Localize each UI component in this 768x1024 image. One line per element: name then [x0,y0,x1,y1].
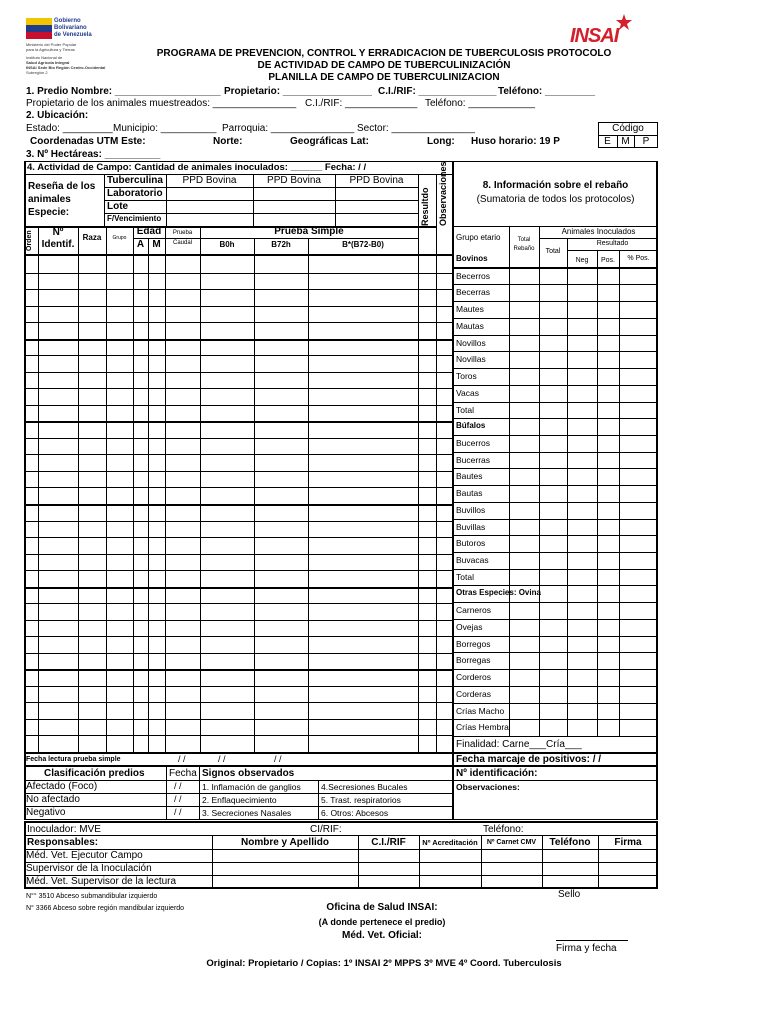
table-row-divider [24,438,453,439]
signo-3[interactable]: 3. Secreciones Nasales [202,808,292,818]
lote-label: Lote [107,201,129,212]
med-vet-oficial-label[interactable]: Méd. Vet. Oficial: [341,930,423,941]
herd-row-divider [453,585,658,586]
raza-header: Raza [82,233,102,242]
neg-header: Neg [575,257,589,264]
ppd-bovina-2: PPD Bovina [267,175,321,186]
animales-inoculados-header: Animales Inoculados [561,227,636,236]
herd-row-divider [453,636,658,637]
table-row-divider [24,653,453,654]
herd-row-divider [453,569,658,570]
edad-header: Edad [136,226,162,237]
resultado-header: Resultdo [420,187,430,226]
observaciones-field[interactable]: Observaciones: [456,782,520,792]
fvencimiento-label: F/Vencimiento [107,214,162,223]
b72h-header: B72h [271,240,291,249]
herd-row-label: Becerros [456,271,491,281]
insai-logo [568,12,636,48]
herd-row-divider [453,318,658,319]
parroquia-field[interactable]: Parroquia: _______________ [222,123,355,134]
norte-field[interactable]: Norte: [213,136,243,147]
geograficas-field[interactable]: Geográficas Lat: [290,136,369,147]
telefono-header: Teléfono [549,837,591,848]
herd-row-label: Total [456,572,474,582]
herd-row-divider [453,619,658,620]
prueba-simple-header: Prueba Simple [274,226,344,237]
herd-row-label: Borregas [456,655,491,665]
telefono-field[interactable]: Teléfono: _________ [498,86,596,97]
responsable-row-3: Méd. Vet. Supervisor de la lectura [26,876,177,887]
herd-subtitle: (Sumatoria de todos los protocolos) [476,194,635,205]
ppd-bovina-3: PPD Bovina [349,175,404,186]
signo-5[interactable]: 5. Trast. respiratorios [321,795,401,805]
herd-row-label: Bucerros [456,438,491,448]
table-row-divider [24,355,453,356]
municipio-field[interactable]: Municipio: __________ [113,123,217,134]
bdiff-header: B*(B72-B0) [342,240,384,249]
table-row-divider [24,339,453,341]
table-row-divider [24,504,453,506]
table-row-divider [24,372,453,373]
especie-label: Especie: [28,207,70,218]
ministry-line2: para la Agricultura y Tierras [26,47,75,52]
herd-title: 8. Información sobre el rebaño [482,180,629,191]
table-row-divider [24,719,453,720]
herd-row-divider [453,519,658,520]
ci-rif-header: C.I./RIF [371,837,406,848]
herd-row-label: Becerras [456,287,491,297]
inoculador-telefono[interactable]: Teléfono: [483,824,524,835]
header-line3: PLANILLA DE CAMPO DE TUBERCULINIZACION [268,72,500,83]
pos-header: Pos. [600,257,615,264]
total-rebano-header-1: Total [517,237,531,243]
herd-row-label: Novillos [456,338,486,348]
pct-pos-header: % Pos. [627,255,650,262]
firma-header: Firma [614,837,642,848]
donde-label: (A donde pertenece el predio) [318,917,446,927]
clasificacion-header: Clasificación predios [44,768,145,779]
herd-row-label: Bovinos [456,254,488,263]
no-afectado-option[interactable]: No afectado [26,794,80,805]
herd-row-label: Crías Hembra [456,722,509,732]
inoculador-cirif[interactable]: CI/RIF: [310,824,342,835]
signos-header: Signos observados [202,768,295,779]
afectado-date[interactable]: / / [174,781,182,791]
total-rebano-header-2: Rebaño [513,246,535,252]
herd-row-divider [453,602,658,603]
firma-fecha-label[interactable]: Firma y fecha [556,943,617,954]
institute-line1: Instituto Nacional de [26,55,63,60]
herd-row-divider [453,468,658,469]
sector-field[interactable]: Sector: _______________ [357,123,475,134]
flag-icon [26,18,52,40]
resultado-sub-header: Resultado [596,240,629,247]
responsable-row-2: Supervisor de la Inoculación [26,863,152,874]
propietario-muestreados-field[interactable]: Propietario de los animales muestreados: _______________ [26,98,297,109]
signo-6[interactable]: 6. Otros: Abcesos [321,808,389,818]
herd-row-divider [453,385,658,386]
predio-field[interactable]: 1. Predio Nombre: ___________________ [26,86,221,97]
header-line1: PROGRAMA DE PREVENCION, CONTROL Y ERRADICACION DE TUBERCULOSIS PROTOCOLO [156,48,612,59]
resena-label-2: animales [28,194,71,205]
herd-row-label: Borregos [456,639,491,649]
table-row-divider [24,405,453,406]
fecha-header: Fecha [169,768,197,779]
herd-row-label: Carneros [456,605,491,615]
b0h-header: B0h [219,240,235,249]
fecha-marcaje-field[interactable]: Fecha marcaje de positivos: / / [456,754,602,765]
herd-row-label: Total [456,405,474,415]
codigo-label: Código [612,123,644,134]
table-row-divider [24,273,453,274]
inoculador-field[interactable]: Inoculador: MVE [27,824,101,835]
herd-row-label: Corderas [456,689,491,699]
ministry-line1: Ministerio del Poder Popular [26,42,77,47]
herd-row-divider [453,485,658,486]
table-row-divider [24,735,453,736]
edad-m-header: M [152,239,161,250]
grupo-header: Grupo [112,235,127,241]
edad-a-header: A [136,239,145,250]
table-row-divider [24,388,453,389]
herd-row-label: Bautas [456,488,483,498]
fecha-lectura-slot-2[interactable]: / / [218,754,226,764]
herd-row-label: Bucerras [456,455,491,465]
total-header: Total [545,248,561,255]
observaciones-header: Observaciones [438,161,448,226]
table-row-divider [24,686,453,687]
orden-header: Orden [26,230,33,251]
no-afectado-date[interactable]: / / [174,794,182,804]
fecha-lectura-label: Fecha lectura prueba simple [26,756,121,763]
institute-line2: Salud Agrícola Integral [26,60,70,65]
coordenadas-field[interactable]: Coordenadas UTM Este: [30,136,146,147]
table-row-divider [24,471,453,472]
signo-2[interactable]: 2. Enflaquecimiento [202,795,277,805]
herd-row-divider [453,418,658,419]
institute-line3: INSAI Sede Bio Región Centro-Occidental [26,65,106,70]
herd-row-label: Buvacas [456,555,489,565]
herd-row-label: Mautes [456,304,484,314]
herd-row-divider [453,552,658,553]
long-field[interactable]: Long: [427,136,455,147]
table-row-divider [24,306,453,307]
table-row-divider [24,636,453,637]
herd-row-label: Búfalos [456,421,486,430]
table-row-divider [24,454,453,455]
cirif-field[interactable]: C.I./RIF: ______________ [378,86,497,97]
table-row-divider [24,587,453,589]
table-row-divider [24,487,453,488]
oficina-label: Oficina de Salud INSAI: [326,902,438,913]
table-row-divider [24,620,453,621]
hectareas-field[interactable]: 3. Nº Hectáreas: __________ [26,149,161,160]
herd-row-divider [453,502,658,503]
codigo-m[interactable]: M [621,136,630,147]
telefono2-field[interactable]: Teléfono: ____________ [425,98,536,109]
header-line2: DE ACTIVIDAD DE CAMPO DE TUBERCULINIZACIÓN [257,60,511,71]
gov-line3: de Venezuela [54,32,92,38]
finalidad-field[interactable]: Finalidad: Carne___Cría___ [456,739,582,750]
insai-wordmark: INSAI [570,25,619,47]
note-2: N° 3366 Abceso sobre región mandibular izquierdo [26,905,185,912]
fecha-lectura-slot-1[interactable]: / / [178,754,186,764]
table-row-divider [24,537,453,538]
herd-row-label: Buvillas [456,522,486,532]
herd-row-label: Buvillos [456,505,486,515]
herd-row-divider [453,652,658,653]
herd-row-label: Butoros [456,538,486,548]
codigo-p[interactable]: P [642,136,650,147]
resena-label-1: Reseña de los [28,181,96,192]
estado-field[interactable]: Estado: _________ [26,123,113,134]
n-identificacion-field[interactable]: Nº identificación: [456,768,538,779]
actividad-campo-title: 4. Actividad de Campo: Cantidad de animales inoculados: ______ Fecha: / / [27,162,367,173]
signo-1[interactable]: 1. Inflamación de ganglios [202,782,301,792]
herd-row-label: Ovejas [456,622,483,632]
note-1: N°° 3510 Abceso submandibular izquierdo [26,893,158,900]
herd-row-divider [453,402,658,403]
propietario-field[interactable]: Propietario: ________________ [224,86,372,97]
ubicacion-label: 2. Ubicación: [26,110,89,121]
fecha-lectura-slot-3[interactable]: / / [274,754,282,764]
sello-label: Sello [558,889,581,900]
responsable-row-1: Méd. Vet. Ejecutor Campo [26,850,143,861]
herd-row-label: Mautas [456,321,484,331]
prueba-caudal-header-1: Prueba [172,230,193,236]
gov-line2: Bolivariano [54,25,87,31]
table-row-divider [24,554,453,555]
herd-row-label: Novillas [456,354,486,364]
herd-row-divider [453,703,658,704]
afectado-option[interactable]: Afectado (Foco) [26,781,98,792]
table-row-divider [24,322,453,323]
herd-row-label: Corderos [456,672,491,682]
herd-row-label: Crías Macho [456,706,505,716]
table-row-divider [24,603,453,604]
herd-row-label: Toros [456,371,477,381]
herd-row-divider [453,335,658,336]
table-row-divider [24,521,453,522]
cirif2-field[interactable]: C.I./RIF: _____________ [305,98,418,109]
herd-row-divider [453,435,658,436]
nombre-apellido-header: Nombre y Apellido [241,837,329,848]
negativo-option[interactable]: Negativo [26,807,66,818]
tuberculina-label: Tuberculina [107,175,163,186]
table-row-divider [24,570,453,571]
herd-row-divider [453,301,658,302]
acreditacion-header: Nº Acreditación [422,838,478,847]
codigo-e[interactable]: E [604,136,611,147]
footer-copies: Original: Propietario / Copias: 1º INSAI 2º MPPS 3º MVE 4º Coord. Tuberculosis [206,958,562,969]
laboratorio-label: Laboratorio [107,188,163,199]
prueba-caudal-header-2: Caudal [172,240,192,246]
identif-header-2: Identif. [41,239,75,250]
herd-row-divider [453,368,658,369]
herd-row-divider [453,535,658,536]
table-row-divider [24,669,453,671]
identif-header-1: Nº [52,227,64,238]
responsables-header: Responsables: [27,837,99,848]
herd-row-divider [453,669,658,670]
carnet-header: Nº Carnet CMV [486,839,537,846]
table-row-divider [24,421,453,423]
herd-row-label: Bautes [456,471,483,481]
herd-row-divider [453,452,658,453]
herd-row-divider [453,719,658,720]
signo-4[interactable]: 4.Secresiones Bucales [321,782,408,792]
table-row-divider [24,289,453,290]
herd-row-divider [453,686,658,687]
negativo-date[interactable]: / / [174,807,182,817]
institute-line4: Subregión 2 [26,70,48,75]
herd-row-divider [453,351,658,352]
herd-row-label: Vacas [456,388,479,398]
table-row-divider [24,702,453,703]
grupo-etario-header: Grupo etario [456,233,501,242]
ppd-bovina-1: PPD Bovina [182,175,237,186]
herd-row-divider [453,284,658,285]
huso-horario: Huso horario: 19 P [471,136,560,147]
gov-line1: Gobierno [54,18,81,24]
herd-row-label: Otras Especies: Ovina [456,588,541,597]
herd-row-divider [453,268,658,269]
